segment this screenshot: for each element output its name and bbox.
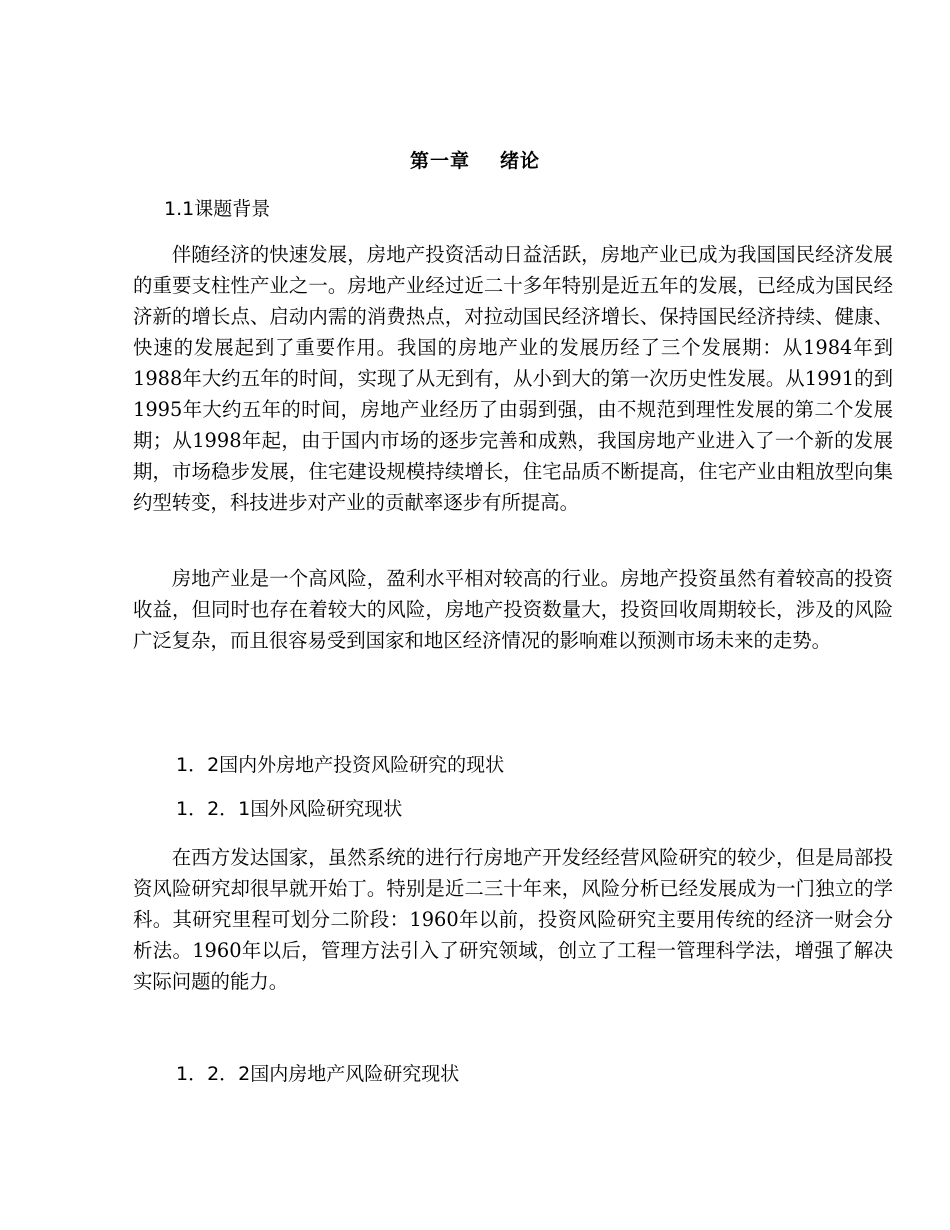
section-heading-1-2: 1．2国内外房地产投资风险研究的现状 — [176, 754, 505, 776]
chapter-label: 第一章 — [409, 150, 470, 172]
section-heading-1-2-2: 1．2．2国内房地产风险研究现状 — [176, 1063, 460, 1085]
paragraph-background-2: 房地产业是一个高风险，盈利水平相对较高的行业。房地产投资虽然有着较高的投资收益，但同时也存在着较大的风险，房地产投资数量大，投资回收周期较长，涉及的风险广泛复杂，而且很容易受到国家和地区经济情况的影响难以预测市场未来的走势。 — [133, 567, 893, 652]
section-heading-1-2-1: 1．2．1国外风险研究现状 — [176, 798, 403, 820]
paragraph-foreign-research: 在西方发达国家，虽然系统的进行行房地产开发经经营风险研究的较少，但是局部投资风险研究却很早就开始丁。特别是近二三十年来，风险分析已经发展成为一门独立的学科。其研究里程可划分二阶段：1960年以前，投资风险研究主要用传统的经济一财会分析法。1960年以后，管理方法引入了研究领域，创立了工程一管理科学法，增强了解决实际问题的能力。 — [133, 846, 893, 993]
section-heading-1-1: 1.1课题背景 — [164, 198, 271, 220]
chapter-title — [0, 147, 950, 175]
paragraph-background-1: 伴随经济的快速发展，房地产投资活动日益活跃，房地产业已成为我国国民经济发展的重要支柱性产业之一。房地产业经过近二十多年特别是近五年的发展，已经成为国民经济新的增长点、启动内需的消费热点，对拉动国民经济增长、保持国民经济持续、健康、快速的发展起到了重要作用。我国的房地产业的发展历经了三个发展期：从1984年到1988年大约五年的时间，实现了从无到有，从小到大的第一次历史性发展。从1991的到1995年大约五年的时间，房地产业经历了由弱到强，由不规范到理性发展的第二个发展期；从1998年起，由于国内市场的逐步完善和成熟，我国房地产业进入了一个新的发展期，市场稳步发展，住宅建设规模持续增长，住宅品质不断提高，住宅产业由粗放型向集约型转变，科技进步对产业的贡献率逐步有所提高。 — [133, 243, 893, 514]
chapter-name: 绪论 — [500, 150, 541, 172]
